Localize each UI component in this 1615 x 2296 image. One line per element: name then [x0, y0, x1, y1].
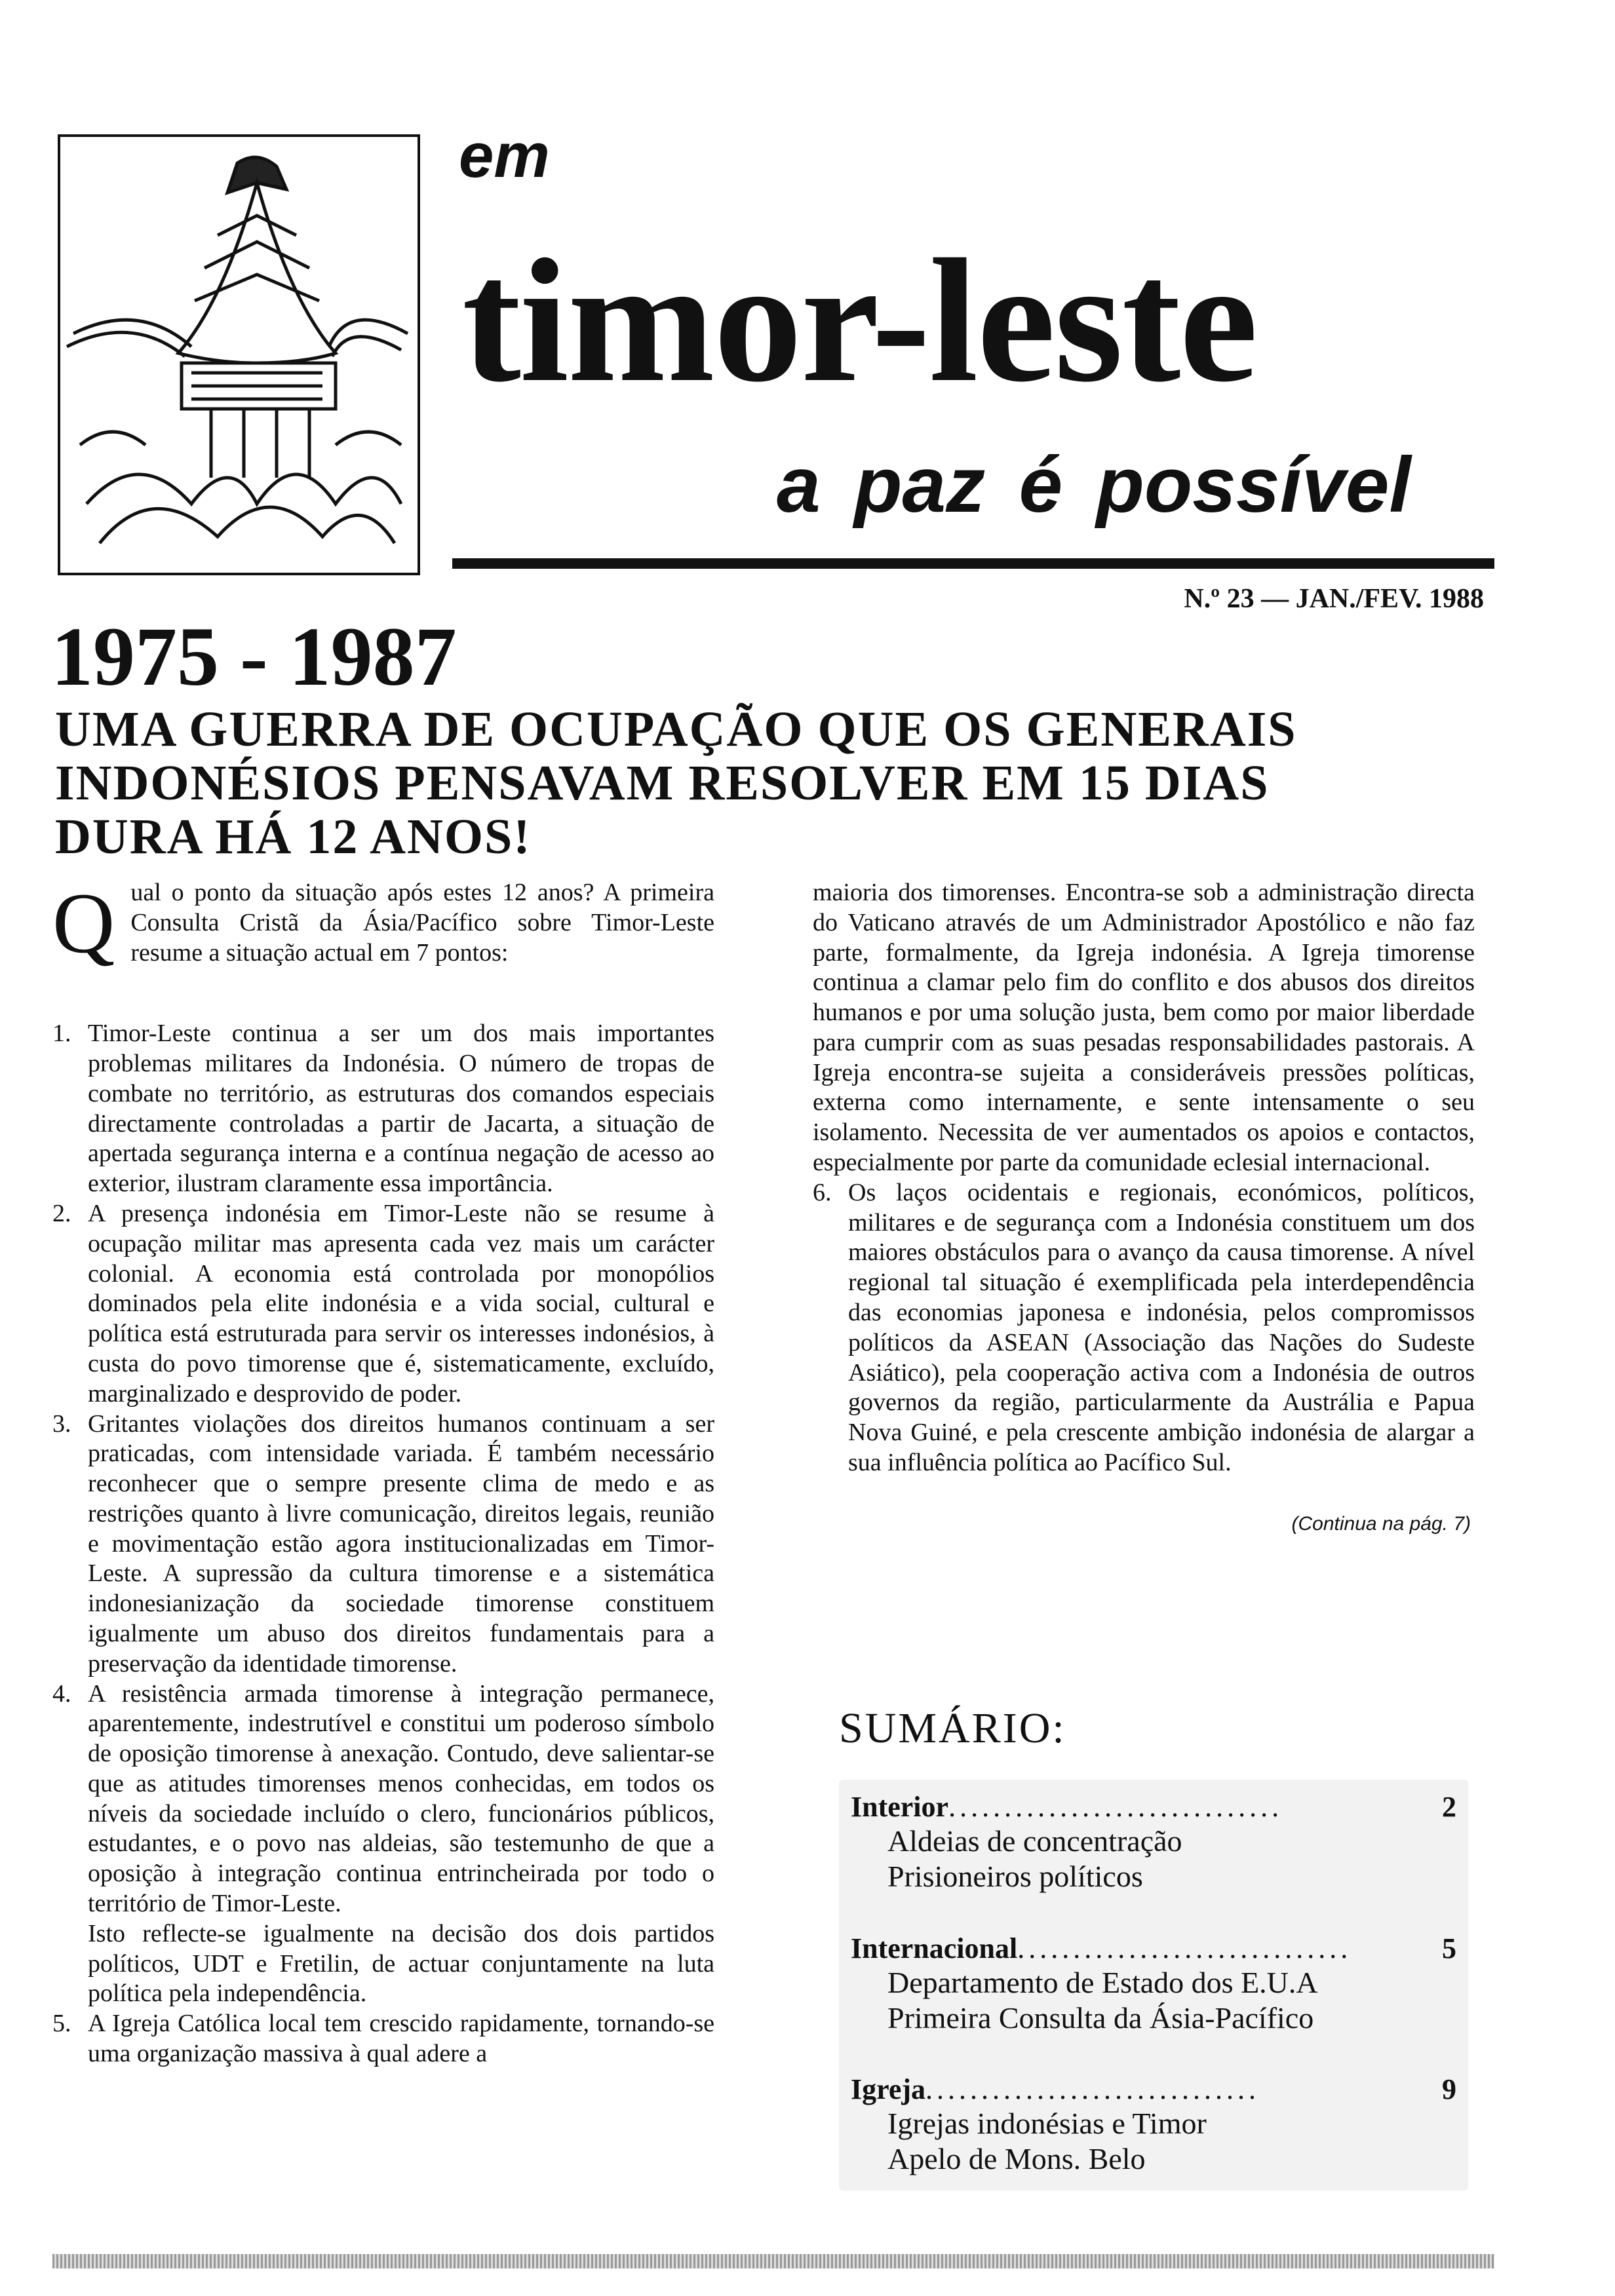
- summary-item: Prisioneiros políticos: [887, 1860, 1143, 1894]
- summary-section-internacional: [851, 1932, 1456, 2037]
- point-number: 4.: [52, 1679, 71, 1708]
- summary-item: Departamento de Estado dos E.U.A: [887, 1965, 1318, 1999]
- leader-dots: ..............................: [925, 2073, 1260, 2106]
- summary-item: Primeira Consulta da Ásia-Pacífico: [887, 2000, 1314, 2035]
- list-item: [52, 1409, 714, 1679]
- point-number: 5.: [52, 2010, 71, 2038]
- headline: [55, 702, 1431, 864]
- leader-dots: ..............................: [948, 1791, 1283, 1823]
- summary: [839, 1704, 1468, 2191]
- point-text: Gritantes violações dos direitos humanos continuam a ser praticadas, com intensidade variada. É também necessário reconhecer que o sempre presente clima de medo e as restrições quanto à livre comunicação, direitos legais, reunião e movimentação estão agora institucionalizadas em Timor-Leste. A supressão da cultura timorense e a sistemática indonesianização da sociedade timorense constituem igualmente um abuso dos direitos fundamentais para a preservação da identidade timorense.: [88, 1409, 714, 1677]
- point-number: 6.: [813, 1178, 832, 1206]
- list-item: [52, 1199, 714, 1409]
- intro-text: ual o ponto da situação após estes 12 anos? A primeira Consulta Cristã da Ásia/Pacífico sobre Timor-Leste resume a situação actual em 7 pontos:: [130, 879, 714, 966]
- masthead-em: em: [459, 121, 550, 191]
- headline-years: 1975 - 1987: [51, 610, 457, 703]
- summary-item: Aldeias de concentração: [887, 1824, 1182, 1858]
- logo: [58, 134, 420, 575]
- article-intro: [52, 875, 714, 971]
- list-item: [52, 2009, 714, 2069]
- headline-line: DURA HÁ 12 ANOS!: [55, 809, 532, 865]
- headline-line: UMA GUERRA DE OCUPAÇÃO QUE OS GENERAIS: [55, 702, 1297, 757]
- section-page: 2: [1442, 1791, 1456, 1823]
- masthead-title: timor-leste: [462, 223, 1257, 419]
- points-list: [52, 1019, 714, 2069]
- point-number: 1.: [52, 1020, 71, 1048]
- point-number: 2.: [52, 1200, 71, 1228]
- bottom-border: [52, 2254, 1494, 2268]
- headline-line: INDONÉSIOS PENSAVAM RESOLVER EM 15 DIAS: [55, 756, 1270, 811]
- summary-item: Igrejas indonésias e Timor: [887, 2107, 1207, 2141]
- timorese-house-icon: [60, 137, 418, 573]
- article-left-column: [52, 875, 714, 2069]
- summary-title: SUMÁRIO:: [839, 1704, 1066, 1752]
- masthead-rule: [452, 558, 1494, 569]
- summary-item: Apelo de Mons. Belo: [887, 2142, 1146, 2176]
- continued-note: (Continua na pág. 7): [1291, 1512, 1471, 1535]
- point-text-extra: Isto reflecte-se igualmente na decisão dos dois partidos políticos, UDT e Fretilin, de actuar conjuntamente na luta política pela independência.: [88, 1919, 714, 2008]
- section-page: 5: [1442, 1932, 1456, 1964]
- point-text: A resistência armada timorense à integração permanece, aparentemente, indestrutível e constitui um poderoso símbolo de oposição timorense à anexação. Contudo, deve salientar-se que as atitudes timorenses menos conhecidas, em todos os níveis da sociedade incluído o clero, funcionários públicos, estudantes, e o povo nas aldeias, são testemunho de que a oposição à integração continua entrincheirada por todo o território de Timor-Leste.: [88, 1679, 714, 1917]
- issue-number: N.º 23 — JAN./FEV. 1988: [1184, 584, 1484, 614]
- point-text: A presença indonésia em Timor-Leste não se resume à ocupação militar mas apresenta cada vez mais um carácter colonial. A economia está controlada por monopólios dominados pela elite indonésia e a vida social, cultural e política está estruturada para servir os interesses indonésios, à custa do povo timorense que é, sistematicamente, excluído, marginalizado e desprovido de poder.: [88, 1200, 714, 1407]
- section-label: Igreja: [851, 2073, 926, 2106]
- point-text: A Igreja Católica local tem crescido rapidamente, tornando-se uma organização massiva à qual adere a: [88, 2010, 714, 2067]
- article-right-column: [813, 878, 1475, 1536]
- summary-box: [839, 1780, 1468, 2191]
- masthead-tagline: a paz é possível: [777, 441, 1411, 529]
- list-item: [52, 1679, 714, 2010]
- points-list-continued: [813, 1178, 1475, 1478]
- point-text: Timor-Leste continua a ser um dos mais importantes problemas militares da Indonésia. O número de tropas de combate no território, as estruturas dos comandos especiais directamente controladas a partir de Jacarta, a situação de apertada segurança interna e a contínua negação de acesso ao exterior, ilustram claramente essa importância.: [88, 1020, 714, 1198]
- list-item: [813, 1178, 1475, 1478]
- section-label: Interior: [851, 1791, 949, 1823]
- section-page: 9: [1442, 2073, 1456, 2106]
- summary-section-igreja: [851, 2073, 1456, 2177]
- list-item: [52, 1019, 714, 1199]
- drop-cap: Q: [52, 875, 115, 971]
- point-text: Os laços ocidentais e regionais, económicos, políticos, militares e de segurança com a Indonésia constituem um dos maiores obstáculos para o avanço da causa timorense. A nível regional tal situação é exemplificada pela interdependência das economias japonesa e indonésia, pelos compromissos políticos da ASEAN (Associação das Nações do Sudeste Asiático), pela cooperação activa com a Indonésia de outros governos da região, particularmente da Austrália e Papua Nova Guiné, e pela crescente ambição indonésia de alargar a sua influência política ao Pacífico Sul.: [848, 1178, 1475, 1476]
- summary-section-interior: [851, 1790, 1456, 1895]
- point-5-continuation: maioria dos timorenses. Encontra-se sob a administração directa do Vaticano através de um Administrador Apostólico e não faz parte, formalmente, da Igreja indonésia. A Igreja timorense continua a clamar pelo fim do conflito e dos abusos dos direitos humanos e por uma solução justa, bem como por maior liberdade para cumprir com as suas pesadas responsabilidades pastorais. A Igreja encontra-se sujeita a consideráveis pressões políticas, externa como internamente, e sente intensamente o seu isolamento. Necessita de ver aumentados os apoios e contactos, especialmente por parte da comunidade eclesial internacional.: [813, 879, 1475, 1177]
- point-number: 3.: [52, 1409, 71, 1438]
- leader-dots: ..............................: [1017, 1932, 1352, 1964]
- section-label: Internacional: [851, 1932, 1018, 1964]
